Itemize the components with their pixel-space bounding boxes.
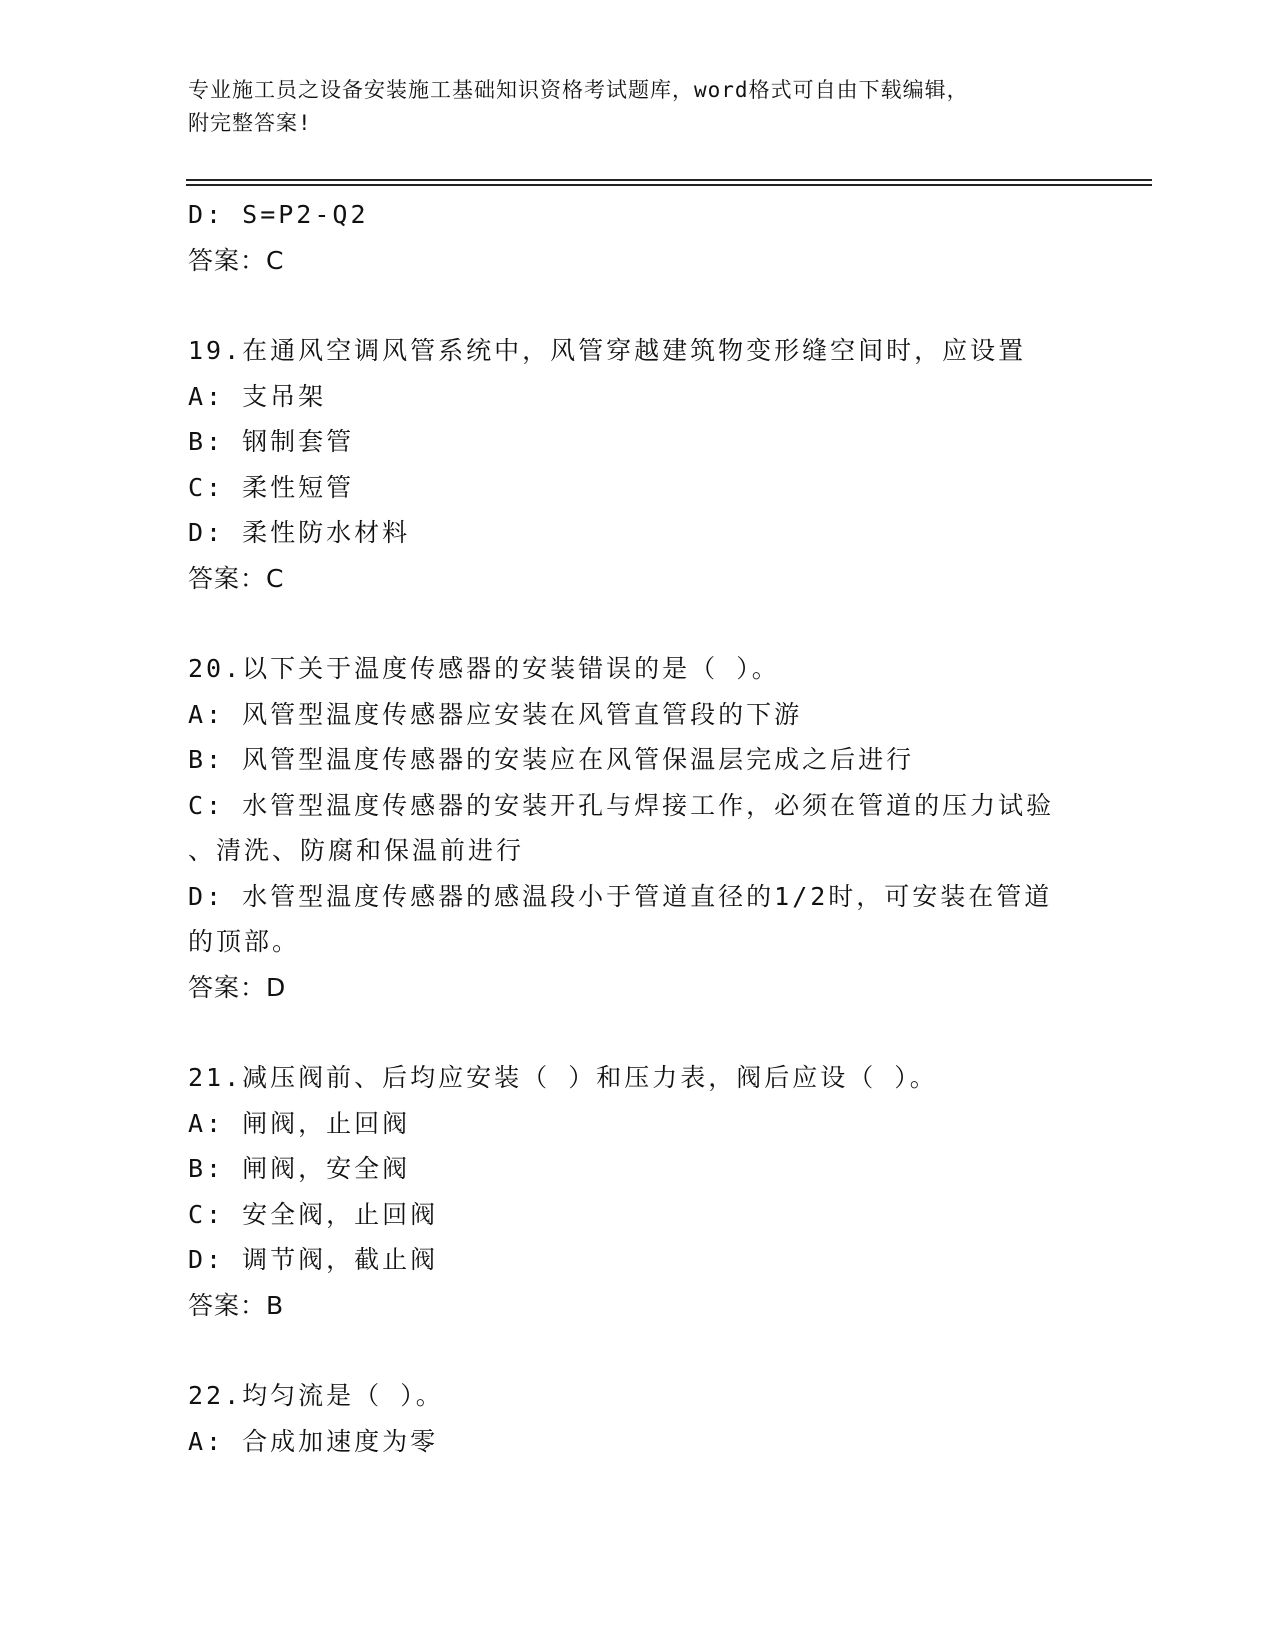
- document-header: [188, 74, 1068, 140]
- answer: 答案：B: [188, 1290, 285, 1320]
- question-list: [188, 192, 1088, 1464]
- header-divider-bottom: [186, 184, 1152, 186]
- option-b: B: 闸阀，安全阀: [188, 1154, 411, 1183]
- option-c: C: 安全阀，止回阀: [188, 1199, 439, 1229]
- question-21: [188, 1055, 1088, 1328]
- option-d-continued: 的顶部。: [188, 927, 301, 956]
- answer: 答案：C: [188, 245, 285, 275]
- option-b: B: 风管型温度传感器的安装应在风管保温层完成之后进行: [188, 745, 915, 774]
- question-19: [188, 328, 1088, 601]
- option-a: A: 风管型温度传感器应安装在风管直管段的下游: [188, 699, 803, 729]
- header-line-2: 附完整答案!: [188, 111, 312, 135]
- question-22: [188, 1373, 1088, 1464]
- question-stem: 20.以下关于温度传感器的安装错误的是（ ）。: [188, 654, 780, 683]
- option-d: D: 柔性防水材料: [188, 518, 411, 547]
- option-d: D: 调节阀，截止阀: [188, 1245, 439, 1274]
- option-c: C: 水管型温度传感器的安装开孔与焊接工作，必须在管道的压力试验: [188, 790, 1055, 820]
- option-a: A: 闸阀，止回阀: [188, 1108, 411, 1138]
- option-a: A: 合成加速度为零: [188, 1426, 439, 1456]
- question-stem: 19.在通风空调风管系统中，风管穿越建筑物变形缝空间时，应设置: [188, 336, 1027, 365]
- option-d: D: S=P2-Q2: [188, 200, 369, 229]
- option-d: D: 水管型温度传感器的感温段小于管道直径的1/2时，可安装在管道: [188, 881, 1053, 911]
- question-stem: 22.均匀流是（ ）。: [188, 1381, 444, 1410]
- option-a: A: 支吊架: [188, 381, 327, 411]
- header-divider-top: [186, 179, 1152, 181]
- option-c: C: 柔性短管: [188, 472, 355, 502]
- question-stem: 21.减压阀前、后均应安装（ ）和压力表，阀后应设（ ）。: [188, 1063, 938, 1092]
- header-line-1: 专业施工员之设备安装施工基础知识资格考试题库，word格式可自由下载编辑，: [188, 78, 969, 102]
- answer: 答案：D: [188, 972, 287, 1002]
- answer: 答案：C: [188, 563, 285, 593]
- option-b: B: 钢制套管: [188, 427, 355, 456]
- option-c-continued: 、清洗、防腐和保温前进行: [188, 836, 525, 865]
- question-20: [188, 646, 1088, 1010]
- question-18-tail: [188, 192, 1088, 283]
